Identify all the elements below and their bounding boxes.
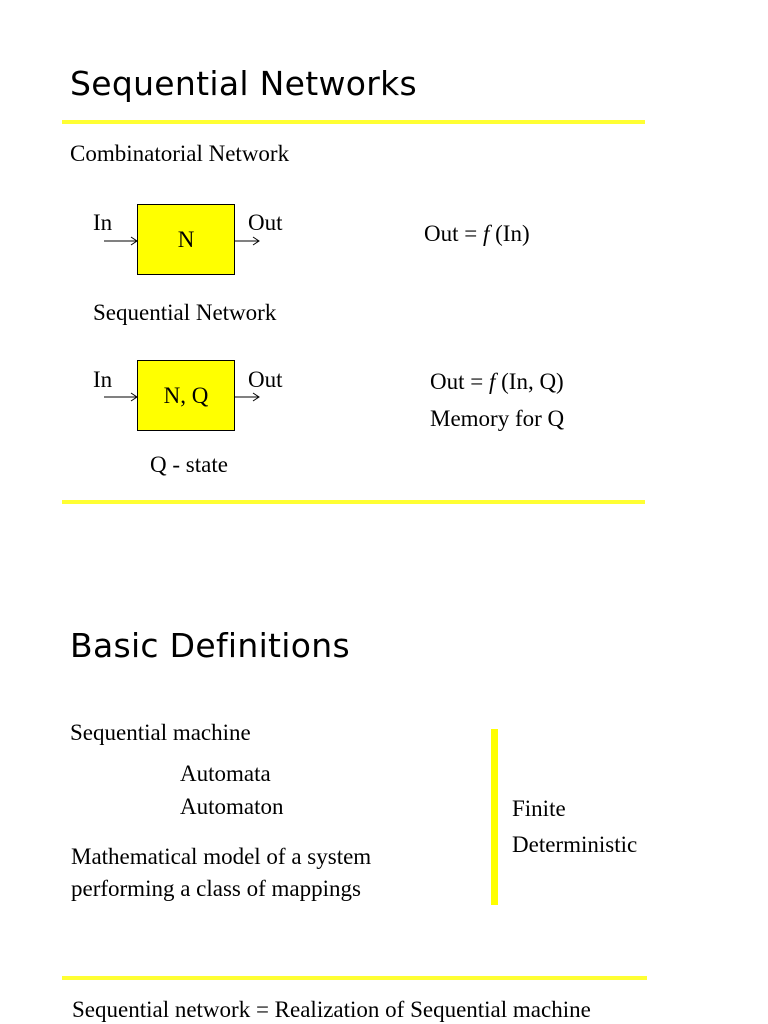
memory-text: Memory for Q bbox=[430, 406, 565, 431]
model-line-2: performing a class of mappings bbox=[71, 876, 361, 901]
comb-eq-suffix: (In) bbox=[489, 221, 530, 246]
sequential-machine-label: Sequential machine bbox=[70, 720, 251, 745]
definitions-divider-bar bbox=[491, 729, 498, 905]
comb-eq-func: f bbox=[482, 221, 490, 246]
deterministic-label: Deterministic bbox=[512, 832, 638, 857]
comb-eq-prefix: Out = bbox=[424, 221, 483, 246]
state-caption: Q - state bbox=[150, 452, 228, 477]
comb-in-arrow bbox=[104, 234, 140, 248]
slide1-title: Sequential Networks bbox=[70, 64, 417, 103]
seq-eq-func: f bbox=[488, 369, 496, 394]
seq-eq-prefix: Out = bbox=[430, 369, 489, 394]
comb-out-label: Out bbox=[248, 210, 283, 235]
slide1-bottom-divider bbox=[62, 500, 645, 504]
seq-in-label: In bbox=[93, 367, 113, 392]
seq-out-label: Out bbox=[248, 367, 283, 392]
slide1-top-divider bbox=[62, 120, 645, 124]
automata-label: Automata bbox=[180, 761, 271, 786]
comb-box-label: N bbox=[177, 226, 195, 252]
seq-equation bbox=[430, 369, 564, 395]
comb-equation bbox=[424, 221, 530, 247]
automaton-label: Automaton bbox=[180, 794, 284, 819]
slide2-title: Basic Definitions bbox=[70, 626, 350, 665]
slide2-bottom-divider bbox=[62, 976, 647, 980]
comb-in-label: In bbox=[93, 210, 113, 235]
seq-box-label: N, Q bbox=[163, 382, 209, 408]
sequential-label: Sequential Network bbox=[93, 300, 277, 325]
comb-out-arrow bbox=[234, 234, 262, 248]
comb-network-box bbox=[137, 204, 235, 275]
seq-network-box bbox=[137, 360, 235, 431]
seq-eq-suffix: (In, Q) bbox=[495, 369, 564, 394]
combinatorial-label: Combinatorial Network bbox=[70, 141, 290, 166]
model-line-1: Mathematical model of a system bbox=[71, 844, 372, 869]
footer-definition: Sequential network = Realization of Sequential machine bbox=[72, 997, 591, 1022]
seq-in-arrow bbox=[104, 390, 140, 404]
finite-label: Finite bbox=[512, 796, 566, 821]
